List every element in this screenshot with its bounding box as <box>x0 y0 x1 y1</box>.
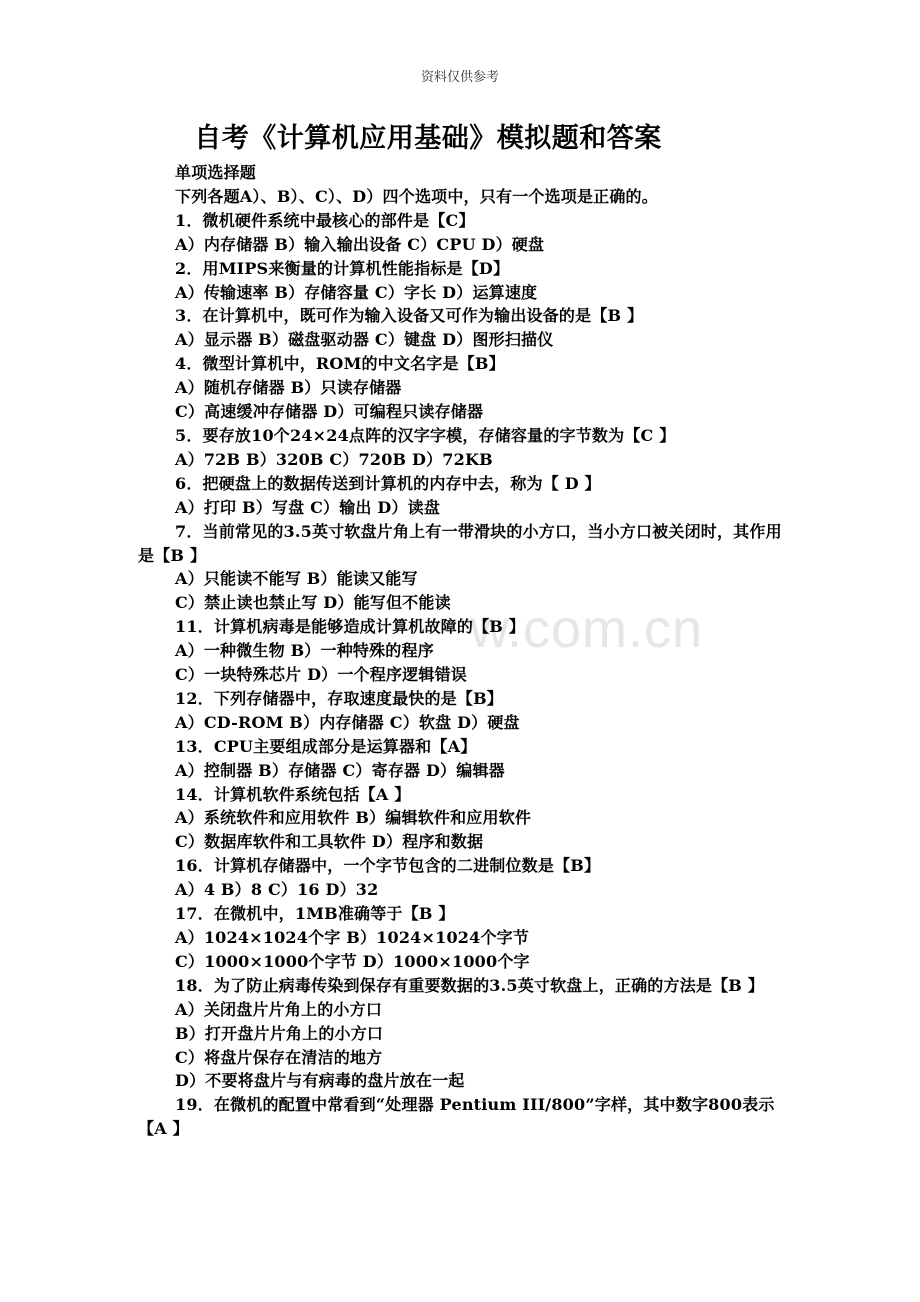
options-line: C）一块特殊芯片 D）一个程序逻辑错误 <box>175 665 467 685</box>
options-line: A）传输速率 B）存储容量 C）字长 D）运算速度 <box>175 282 538 302</box>
options-line: C）将盘片保存在清洁的地方 <box>175 1047 383 1067</box>
question-line: 14．计算机软件系统包括【A 】 <box>175 784 411 804</box>
options-line: A）打印 B）写盘 C）输出 D）读盘 <box>175 497 441 517</box>
options-line: A）关闭盘片片角上的小方口 <box>175 999 383 1019</box>
options-line: A）4 B）8 C）16 D）32 <box>175 880 379 900</box>
question-line: 7．当前常见的3.5英寸软盘片角上有一带滑块的小方口，当小方口被关闭时，其作用是【B 】 <box>138 521 782 565</box>
options-line: A）系统软件和应用软件 B）编辑软件和应用软件 <box>175 808 532 828</box>
options-line: A）只能读不能写 B）能读又能写 <box>175 569 418 589</box>
options-line: C）高速缓冲存储器 D）可编程只读存储器 <box>175 402 484 422</box>
options-line: A）CD-ROM B）内存储器 C）软盘 D）硬盘 <box>175 712 520 732</box>
options-line: A）显示器 B）磁盘驱动器 C）键盘 D）图形扫描仪 <box>175 330 554 350</box>
options-line: C）1000×1000个字节 D）1000×1000个字 <box>175 951 530 971</box>
question-line: 19．在微机的配置中常看到“处理器 Pentium III/800”字样，其中数字800表示【A 】 <box>138 1095 775 1139</box>
options-line: A）控制器 B）存储器 C）寄存器 D）编辑器 <box>175 760 505 780</box>
question-line: 4．微型计算机中，ROM的中文名字是【B】 <box>175 354 505 374</box>
question-line: 11．计算机病毒是能够造成计算机故障的【B 】 <box>175 617 525 637</box>
document-body <box>138 161 788 1141</box>
question-line: 17．在微机中，1MB准确等于【B 】 <box>175 904 455 924</box>
options-line: A）72B B）320B C）720B D）72KB <box>175 449 493 469</box>
watermark-text: w.com.cn <box>470 599 704 659</box>
options-line: B）打开盘片片角上的小方口 <box>175 1023 384 1043</box>
question-line: 12．下列存储器中，存取速度最快的是【B】 <box>175 688 503 708</box>
question-line: 1．微机硬件系统中最核心的部件是【C】 <box>175 210 475 230</box>
options-line: D）不要将盘片与有病毒的盘片放在一起 <box>175 1071 465 1091</box>
options-line: A）随机存储器 B）只读存储器 <box>175 378 402 398</box>
options-line: A）内存储器 B）输入输出设备 C）CPU D）硬盘 <box>175 234 545 254</box>
question-line: 16．计算机存储器中，一个字节包含的二进制位数是【B】 <box>175 856 601 876</box>
question-line: 6．把硬盘上的数据传送到计算机的内存中去，称为【 D 】 <box>175 473 601 493</box>
question-line: 18．为了防止病毒传染到保存有重要数据的3.5英寸软盘上，正确的方法是【B 】 <box>175 975 764 995</box>
options-line: C）数据库软件和工具软件 D）程序和数据 <box>175 832 484 852</box>
options-line: C）禁止读也禁止写 D）能写但不能读 <box>175 593 451 613</box>
section-heading: 单项选择题 <box>175 163 257 182</box>
question-line: 13．CPU主要组成部分是运算器和【A】 <box>175 736 477 756</box>
page-header: 资料仅供参考 <box>420 70 499 85</box>
question-line: 2．用MIPS来衡量的计算机性能指标是【D】 <box>175 258 510 278</box>
options-line: A）1024×1024个字 B）1024×1024个字节 <box>175 928 530 947</box>
question-line: 3．在计算机中，既可作为输入设备又可作为输出设备的是【B 】 <box>175 306 644 326</box>
document-title: 自考《计算机应用基础》模拟题和答案 <box>194 123 662 154</box>
options-line: A）一种微生物 B）一种特殊的程序 <box>175 641 434 661</box>
question-line: 5．要存放10个24×24点阵的汉字字模，存储容量的字节数为【C 】 <box>175 425 676 445</box>
instruction-text: 下列各题A）、B）、C）、D）四个选项中，只有一个选项是正确的。 <box>175 186 658 206</box>
